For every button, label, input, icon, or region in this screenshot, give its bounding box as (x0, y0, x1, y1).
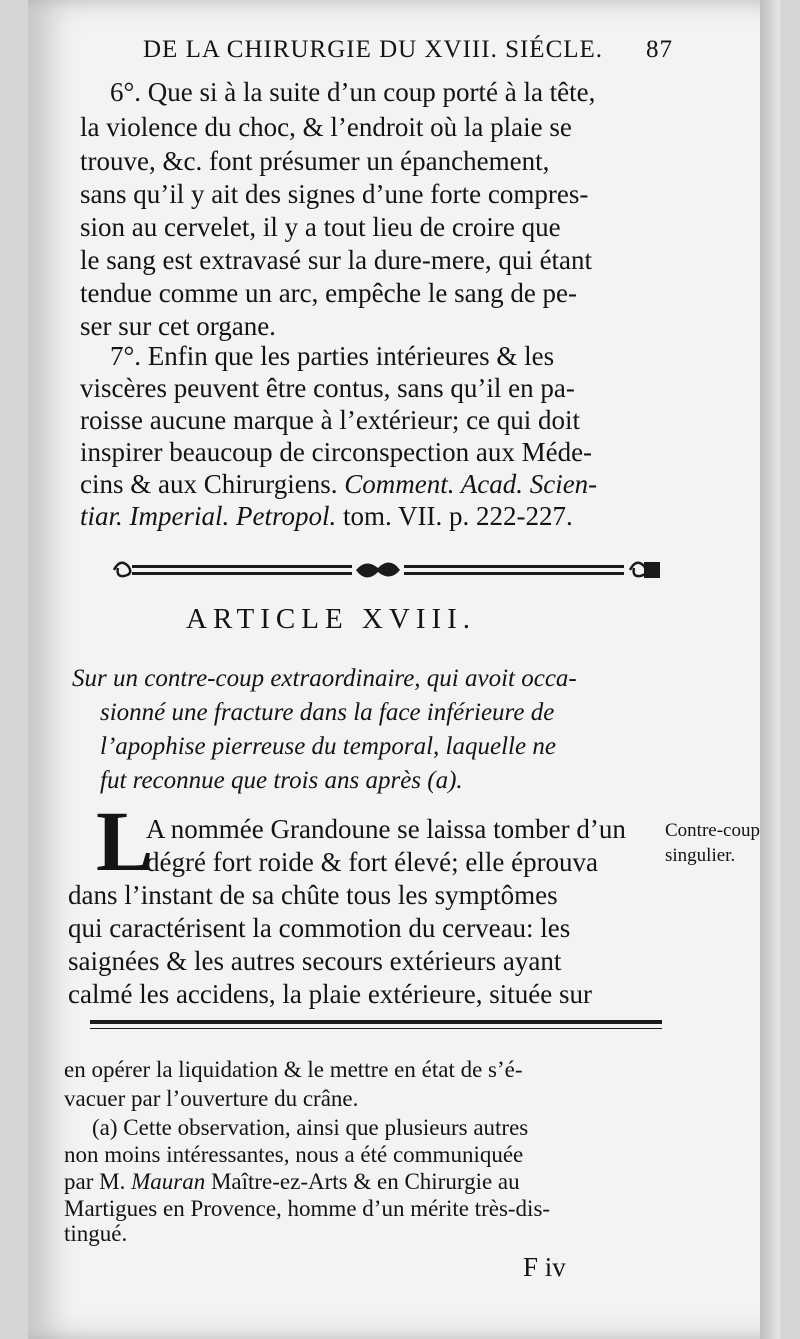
text-line: ser sur cet organe. (80, 311, 276, 341)
page-number: 87 (646, 36, 673, 63)
text-segment: cins & aux Chirurgiens. (80, 469, 338, 499)
footnote-rule (90, 1020, 662, 1024)
text-line: qui caractérisent la commotion du cerveau: les (68, 913, 571, 943)
article-title: ARTICLE XVIII. (186, 603, 477, 635)
text-segment: par M. (64, 1169, 126, 1194)
book-page (28, 0, 780, 1339)
footnote-line (64, 1169, 520, 1195)
citation: Comment. Acad. Scien- (344, 469, 598, 499)
text-line: tendue comme un arc, empêche le sang de pe- (80, 278, 578, 308)
footnote-line: Martigues en Provence, homme d’un mérite très-dis- (64, 1196, 551, 1221)
footnote-line: (a) Cette observation, ainsi que plusieurs autres (92, 1115, 529, 1140)
person-name: Mauran (131, 1169, 206, 1194)
article-subtitle-line: l’apophise pierreuse du temporal, laquelle ne (100, 733, 556, 760)
citation: tiar. Imperial. Petropol. (80, 501, 337, 531)
article-subtitle-line: Sur un contre-coup extraordinaire, qui avoit occa- (72, 665, 577, 692)
footnote-line: en opérer la liquidation & le mettre en état de s’é- (64, 1057, 523, 1082)
margin-note: singulier. (665, 845, 736, 866)
footnote-line: non moins intéressantes, nous a été communiquée (64, 1142, 524, 1167)
footnote-line: vacuer par l’ouverture du crâne. (64, 1086, 359, 1111)
text-line: roisse aucune marque à l’extérieur; ce qui doit (80, 405, 581, 435)
signature-mark: F iv (523, 1252, 566, 1282)
text-line: dégré fort roide & fort élevé; elle éprouva (146, 847, 599, 877)
article-subtitle-line: fut reconnue que trois ans après (a). (100, 767, 463, 794)
text-line: sans qu’il y ait des signes d’une forte compres- (80, 179, 589, 209)
text-line (80, 500, 573, 532)
drop-cap: L (96, 793, 154, 889)
text-line: saignées & les autres secours extérieurs ayant (68, 946, 562, 976)
ornament-divider (108, 556, 668, 584)
text-line: 7°. Enfin que les parties intérieures & les (110, 341, 555, 371)
text-line: viscères peuvent être contus, sans qu’il en pa- (80, 373, 575, 403)
running-head (143, 36, 673, 64)
text-line: trouve, &c. font présumer un épanchement, (80, 146, 550, 176)
text-line: 6°. Que si à la suite d’un coup porté à la tête, (110, 77, 596, 107)
text-line: calmé les accidens, la plaie extérieure, située sur (68, 979, 592, 1009)
text-line: le sang est extravasé sur la dure-mere, qui étant (80, 245, 593, 275)
citation-reference: tom. VII. p. 222-227. (343, 501, 573, 531)
margin-note: Contre-coup (665, 820, 760, 841)
text-line: dans l’instant de sa chûte tous les symptômes (68, 880, 558, 910)
article-subtitle-line: sionné une fracture dans la face inférieure de (100, 699, 555, 726)
text-line: sion au cervelet, il y a tout lieu de croire que (80, 212, 561, 242)
page-edge-shadow (760, 0, 780, 1339)
text-line: la violence du choc, & l’endroit où la plaie se (80, 112, 572, 142)
footnote-line: tingué. (64, 1221, 128, 1246)
text-segment: Maître-ez-Arts & en Chirurgie au (210, 1169, 520, 1194)
text-line (80, 468, 597, 500)
footnote-rule (90, 1028, 662, 1029)
text-line: inspirer beaucoup de circonspection aux Méde- (80, 437, 593, 467)
text-line: A nommée Grandoune se laissa tomber d’un (146, 814, 626, 844)
running-title: DE LA CHIRURGIE DU XVIII. SIÉCLE. (143, 36, 604, 63)
